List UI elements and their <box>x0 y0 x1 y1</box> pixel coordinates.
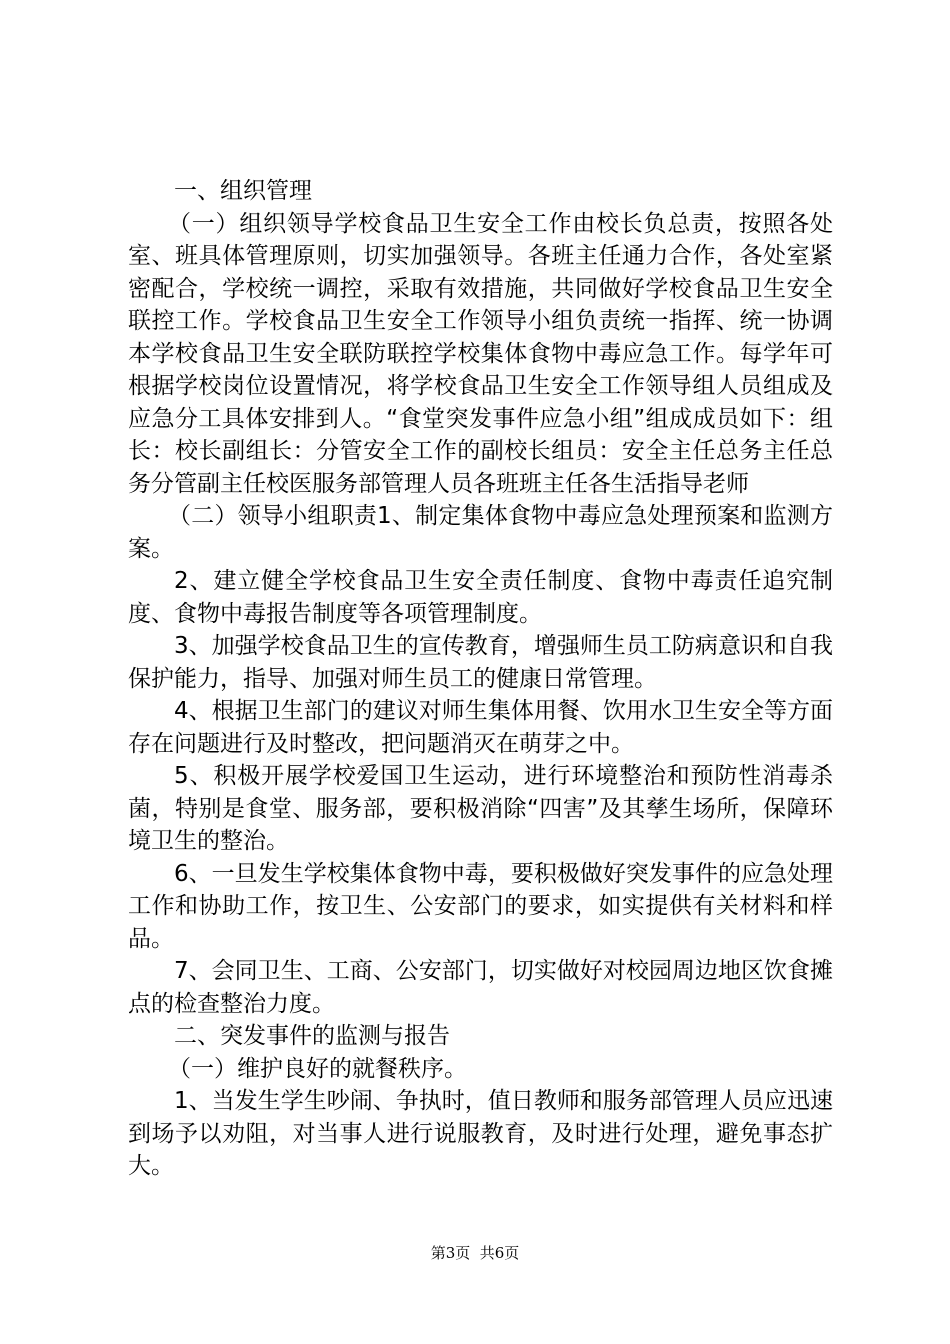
paragraph-organization-leadership: （一）组织领导学校食品卫生安全工作由校长负总责，按照各处室、班具体管理原则，切实加强领导。各班主任通力合作，各处室紧密配合，学校统一调控，采取有效措施，共同做好学校食品卫生安全联控工作。学校食品卫生安全工作领导小组负责统一指挥、统一协调本学校食品卫生安全联防联控学校集体食物中毒应急工作。每学年可根据学校岗位设置情况，将学校食品卫生安全工作领导组人员组成及应急分工具体安排到人。“食堂突发事件应急小组”组成成员如下：组长：校长副组长：分管安全工作的副校长组员：安全主任总务主任总务分管副主任校医服务部管理人员各班班主任各生活指导老师 <box>128 210 833 497</box>
page-number-label: 第3页 共6页 <box>430 1244 520 1262</box>
paragraph-duty-6: 6、一旦发生学校集体食物中毒，要积极做好突发事件的应急处理工作和协助工作，按卫生、公安部门的要求，如实提供有关材料和样品。 <box>128 860 833 952</box>
document-body <box>128 175 833 1183</box>
paragraph-duty-3: 3、加强学校食品卫生的宣传教育，增强师生员工防病意识和自我保护能力，指导、加强对师生员工的健康日常管理。 <box>128 633 833 692</box>
paragraph-dining-order-1: 1、当发生学生吵闹、争执时，值日教师和服务部管理人员应迅速到场予以劝阻，对当事人进行说服教育，及时进行处理，避免事态扩大。 <box>128 1088 833 1179</box>
paragraph-duty-2: 2、建立健全学校食品卫生安全责任制度、食物中毒责任追究制度、食物中毒报告制度等各项管理制度。 <box>128 568 833 627</box>
section-heading-monitoring: 二、突发事件的监测与报告 <box>174 1023 450 1049</box>
paragraph-duty-4: 4、根据卫生部门的建议对师生集体用餐、饮用水卫生安全等方面存在问题进行及时整改，把问题消灭在萌芽之中。 <box>128 698 833 757</box>
paragraph-duty-7: 7、会同卫生、工商、公安部门，切实做好对校园周边地区饮食摊点的检查整治力度。 <box>128 958 833 1017</box>
page-footer <box>0 1243 950 1263</box>
section-heading-organization: 一、组织管理 <box>174 178 312 204</box>
paragraph-leadership-duties: （二）领导小组职责1、制定集体食物中毒应急处理预案和监测方案。 <box>128 503 833 562</box>
paragraph-duty-5: 5、积极开展学校爱国卫生运动，进行环境整治和预防性消毒杀菌，特别是食堂、服务部，要积极消除“四害”及其孳生场所，保障环境卫生的整治。 <box>128 763 833 854</box>
paragraph-dining-order: （一）维护良好的就餐秩序。 <box>168 1055 467 1082</box>
